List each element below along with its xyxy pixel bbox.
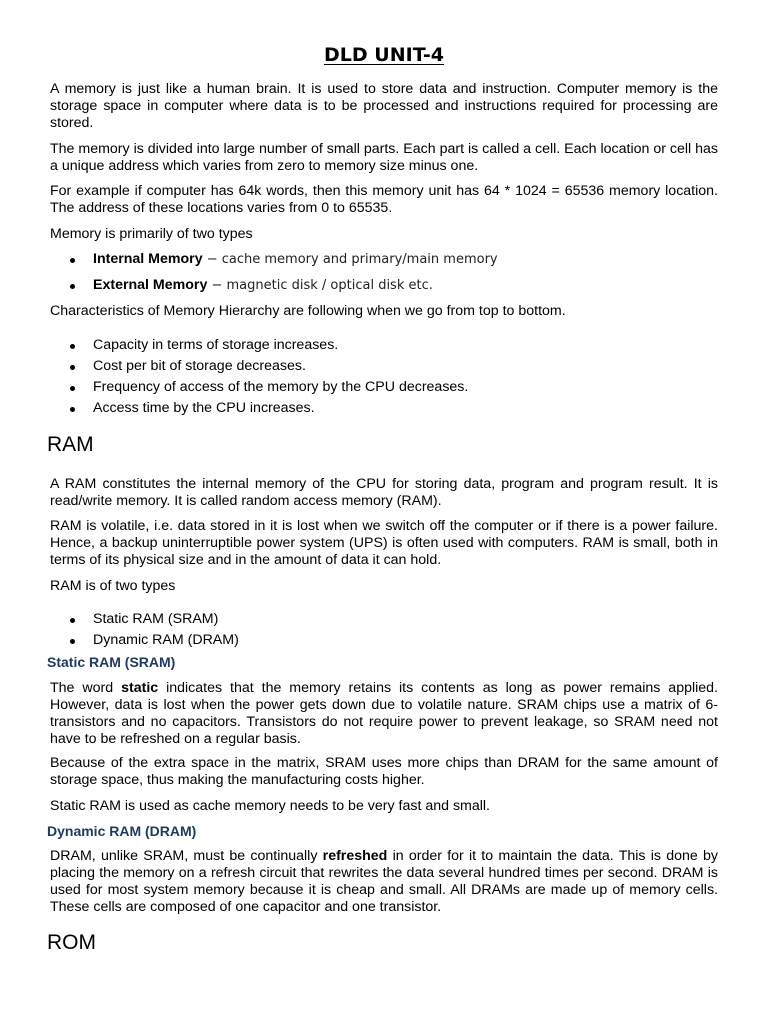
list-item	[50, 337, 718, 358]
ram-heading: RAM	[47, 433, 94, 456]
list-item	[50, 277, 718, 303]
bullet-icon	[70, 284, 75, 289]
ram-types-list	[50, 611, 718, 653]
bullet-icon	[70, 639, 75, 644]
intro-paragraph-3: For example if computer has 64k words, then this memory unit has 64 * 1024 = 65536 memory location. The address of these locations varies from 0 to 65535.	[50, 183, 718, 216]
list-item-text: Static RAM (SRAM)	[93, 611, 219, 627]
ram-paragraph-3: RAM is of two types	[50, 578, 176, 594]
bullet-icon	[70, 386, 75, 391]
dram-paragraph-1	[50, 848, 718, 916]
bullet-icon	[70, 344, 75, 349]
memory-type-term: Internal Memory	[93, 251, 203, 267]
list-item	[50, 358, 718, 379]
intro-paragraph-1: A memory is just like a human brain. It is used to store data and instruction. Computer memory is the storage space in computer where data is to be processed and instructions required for processing are stored.	[50, 81, 718, 131]
intro-paragraph-4: Memory is primarily of two types	[50, 226, 253, 242]
list-item	[50, 632, 718, 653]
dram-heading: Dynamic RAM (DRAM)	[47, 823, 197, 839]
memory-types-list	[50, 251, 718, 303]
sram-p1-text: The word	[50, 680, 122, 696]
sram-paragraph-3: Static RAM is used as cache memory needs to be very fast and small.	[50, 798, 490, 814]
ram-paragraph-2: RAM is volatile, i.e. data stored in it is lost when we switch off the computer or if there is a power failure. Hence, a backup uninterruptible power system (UPS) is often used with computers. RAM is small, both in terms of its physical size and in the amount of data it can hold.	[50, 518, 718, 568]
list-item-text: Cost per bit of storage decreases.	[93, 358, 306, 374]
bullet-icon	[70, 407, 75, 412]
intro-paragraph-2: The memory is divided into large number of small parts. Each part is called a cell. Each location or cell has a unique address which varies from zero to memory size minus one.	[50, 141, 718, 174]
dram-p1-text-rest: in order for it to maintain the data. This is done by placing the memory on a refresh circuit that rewrites the data several hundred times per second. DRAM is used for most system memory because it is cheap and small. All DRAMs are made up of memory cells. These cells are composed of one capacitor and one transistor.	[50, 848, 718, 915]
sram-heading: Static RAM (SRAM)	[47, 654, 176, 670]
bullet-icon	[70, 618, 75, 623]
list-item	[50, 400, 718, 421]
page-title: DLD UNIT-4	[324, 44, 444, 66]
hierarchy-list	[50, 337, 718, 421]
dram-p1-text: DRAM, unlike SRAM, must be continually	[50, 848, 323, 864]
list-item-text: Dynamic RAM (DRAM)	[93, 632, 239, 648]
sram-p1-text-rest: indicates that the memory retains its contents as long as power remains applied. However, data is lost when the power gets down due to volatile nature. SRAM chips use a matrix of 6-transistors and no capacitors. Transistors do not require power to prevent leakage, so SRAM need not have to be refreshed on a regular basis.	[50, 680, 718, 747]
memory-type-desc: − magnetic disk / optical disk etc.	[207, 278, 433, 293]
memory-type-desc: − cache memory and primary/main memory	[202, 252, 498, 267]
list-item-text: Frequency of access of the memory by the CPU decreases.	[93, 379, 469, 395]
bullet-icon	[70, 365, 75, 370]
ram-paragraph-1: A RAM constitutes the internal memory of the CPU for storing data, program and program result. It is read/write memory. It is called random access memory (RAM).	[50, 476, 718, 509]
list-item-text: Access time by the CPU increases.	[93, 400, 315, 416]
sram-paragraph-1	[50, 680, 718, 748]
sram-p1-emphasis: static	[121, 680, 159, 696]
bullet-icon	[70, 258, 75, 263]
memory-type-term: External Memory	[93, 277, 208, 293]
list-item	[50, 611, 718, 632]
dram-p1-emphasis: refreshed	[322, 848, 388, 864]
rom-heading: ROM	[47, 931, 96, 954]
list-item	[50, 379, 718, 400]
sram-paragraph-2: Because of the extra space in the matrix, SRAM uses more chips than DRAM for the same amount of storage space, thus making the manufacturing costs higher.	[50, 755, 718, 788]
list-item-text: Capacity in terms of storage increases.	[93, 337, 339, 353]
list-item	[50, 251, 718, 277]
hierarchy-intro: Characteristics of Memory Hierarchy are following when we go from top to bottom.	[50, 303, 566, 319]
